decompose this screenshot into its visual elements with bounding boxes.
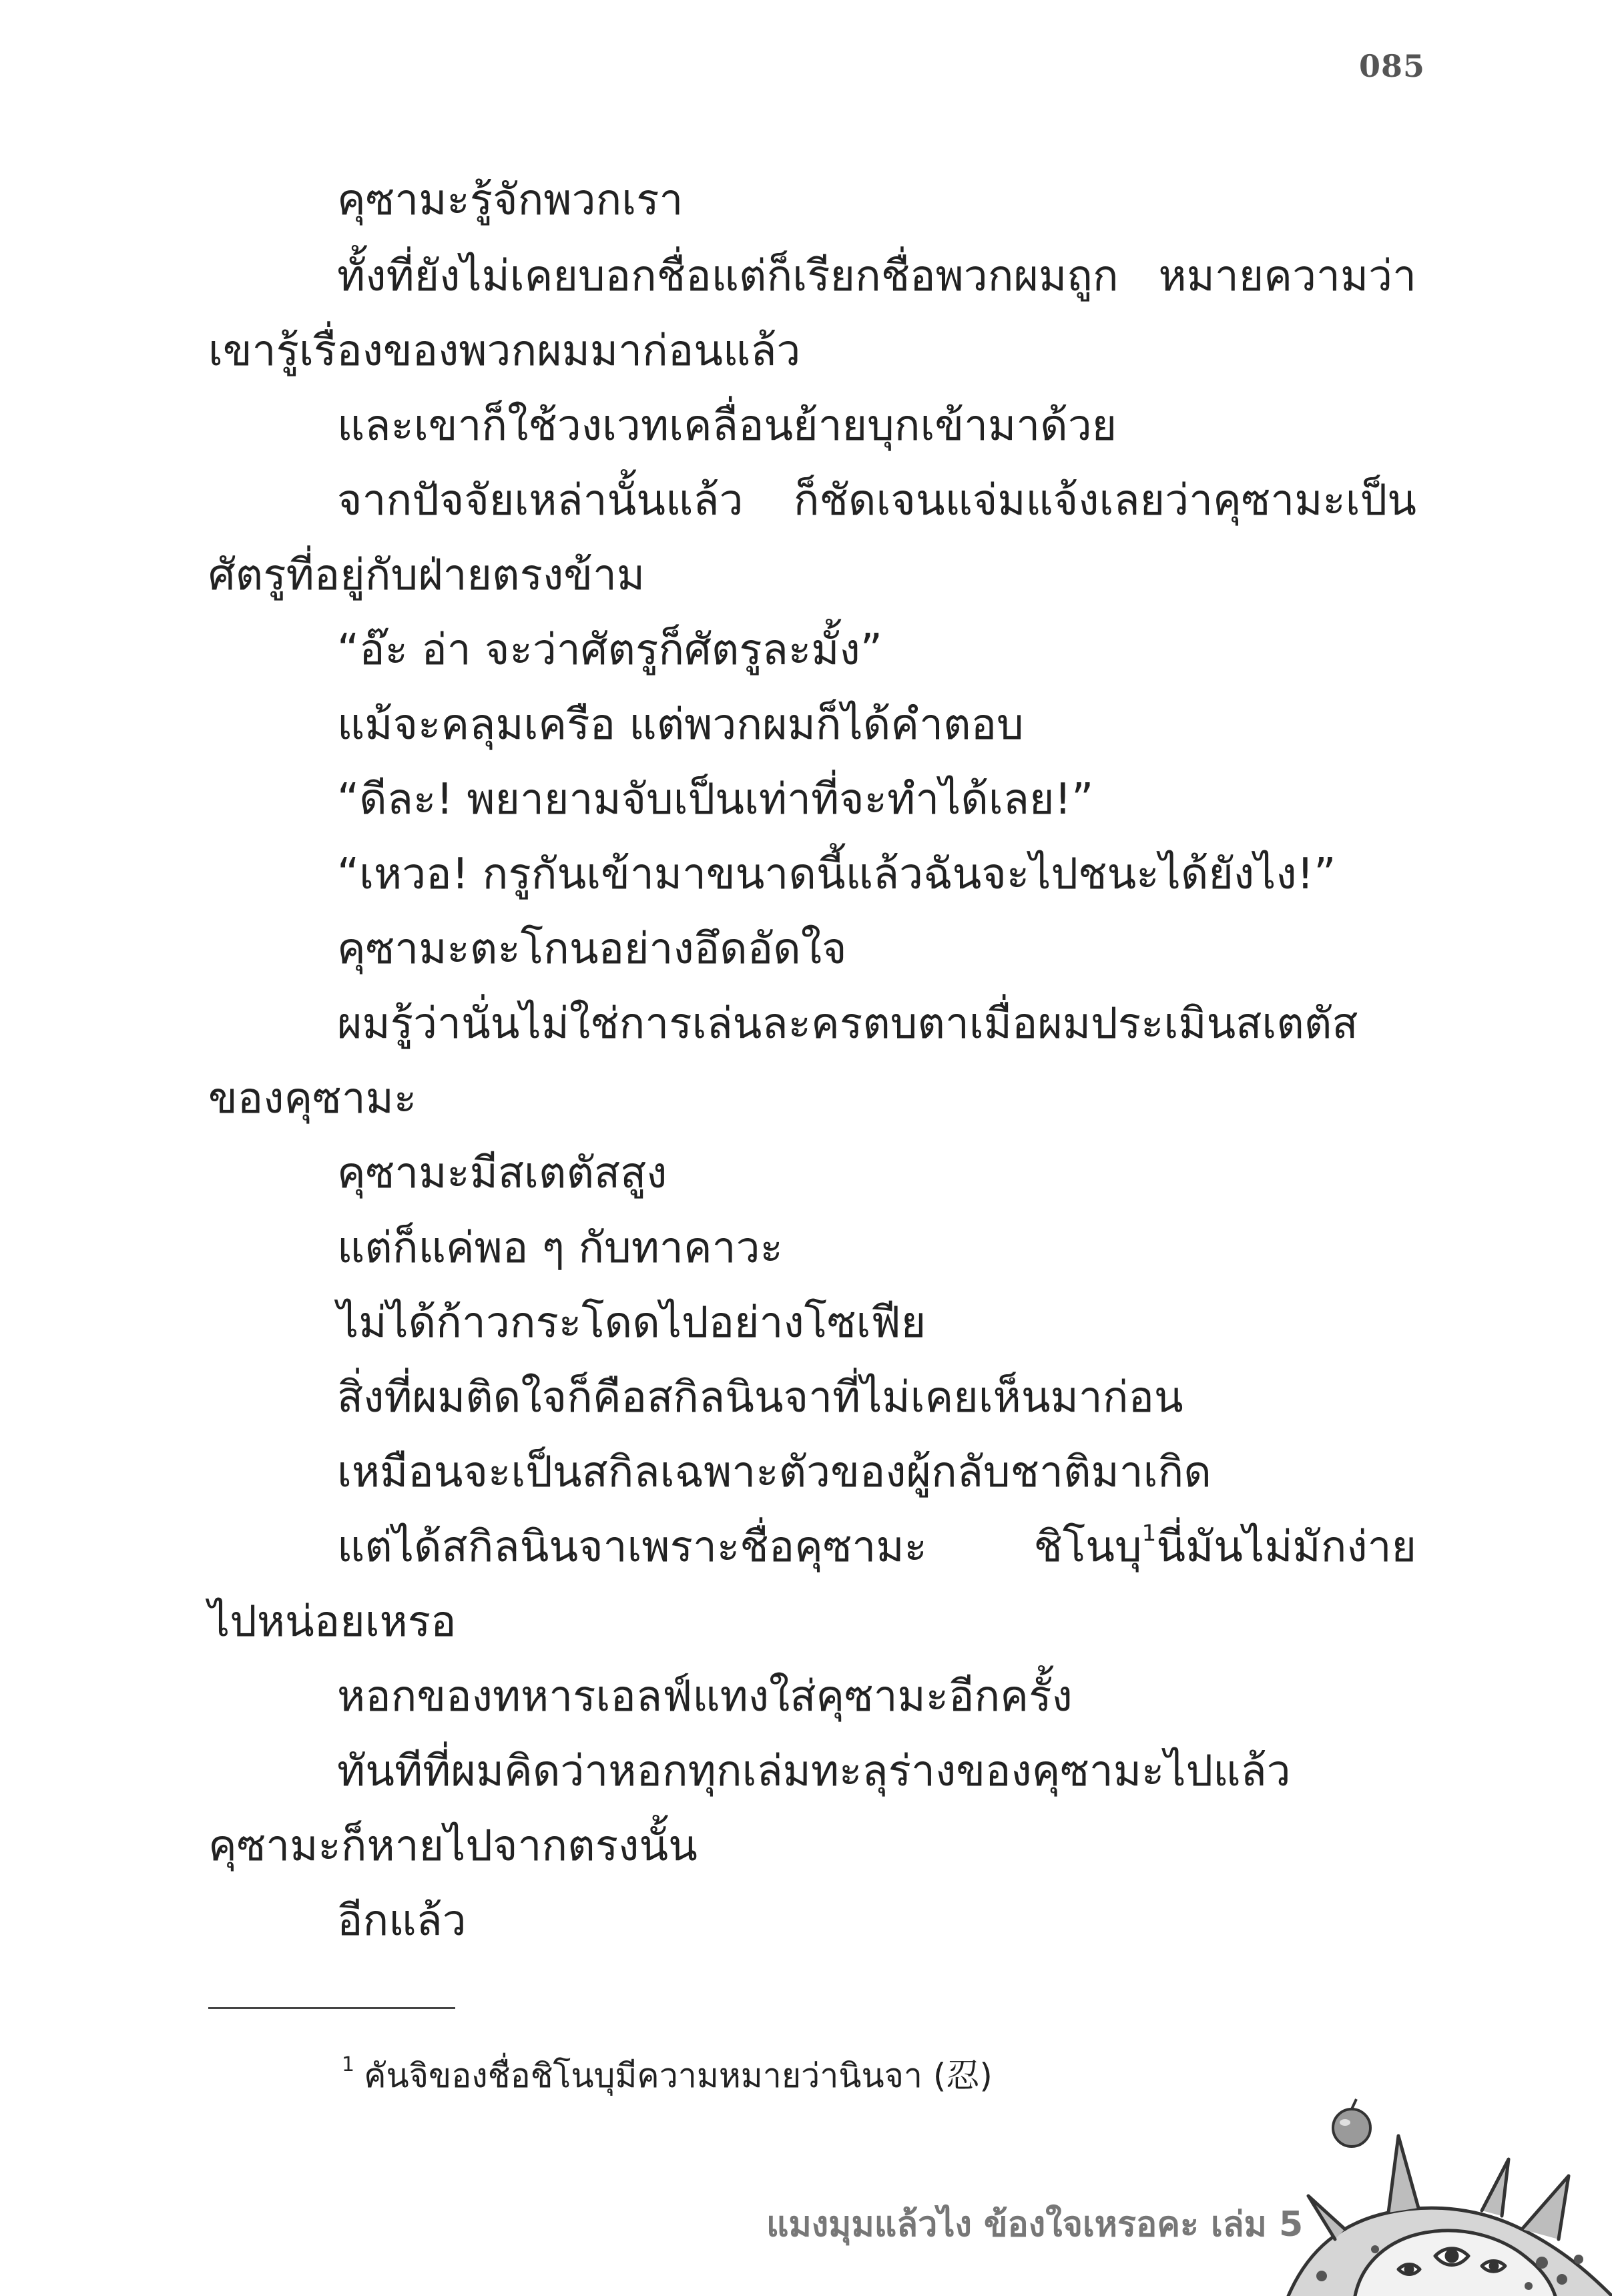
paragraph-line: ทั้งที่ยังไม่เคยบอกชื่อแต่ก็เรียกชื่อพวกผมถูก หมายความว่า	[337, 252, 1416, 301]
paragraph-line: ทันทีที่ผมคิดว่าหอกทุกเล่มทะลุร่างของคุซามะไปแล้ว	[337, 1747, 1291, 1796]
spider-mascot-illustration	[1282, 2096, 1612, 2296]
dialogue-line: “อ๊ะ อ่า จะว่าศัตรูก็ศัตรูละมั้ง”	[337, 625, 882, 675]
paragraph-line: ผมรู้ว่านั่นไม่ใช่การเล่นละครตบตาเมื่อผมประเมินสเตตัส	[337, 999, 1358, 1049]
dialogue-line: “ดีละ! พยายามจับเป็นเท่าที่จะทำได้เลย!”	[337, 775, 1094, 824]
paragraph-line	[337, 1520, 1416, 1572]
paragraph-line: ศัตรูที่อยู่กับฝ่ายตรงข้าม	[208, 551, 645, 600]
paragraph-line: เขารู้เรื่องของพวกผมมาก่อนแล้ว	[208, 326, 801, 376]
paragraph-line: ไปหน่อยเหรอ	[208, 1597, 457, 1647]
page-number: 085	[1359, 48, 1426, 84]
paragraph-line: แม้จะคลุมเครือ แต่พวกผมก็ได้คำตอบ	[337, 700, 1024, 750]
paragraph-line: คุซามะตะโกนอย่างอึดอัดใจ	[337, 924, 847, 974]
line-text: นี่มันไม่มักง่าย	[1156, 1522, 1416, 1572]
paragraph-line: คุซามะรู้จักพวกเรา	[337, 176, 684, 225]
paragraph-line: เหมือนจะเป็นสกิลเฉพาะตัวของผู้กลับชาติมาเกิด	[337, 1448, 1212, 1497]
paragraph-line: อีกแล้ว	[337, 1896, 467, 1946]
paragraph-line: คุซามะก็หายไปจากตรงนั้น	[208, 1821, 698, 1871]
dialogue-line: “เหวอ! กรูกันเข้ามาขนาดนี้แล้วฉันจะไปชนะได้ยังไง!”	[337, 850, 1336, 899]
paragraph-line: แต่ก็แค่พอ ๆ กับทาคาวะ	[337, 1223, 783, 1273]
line-text: แต่ได้สกิลนินจาเพราะชื่อคุซามะ ชิโนบุ	[337, 1522, 1142, 1572]
footnote-marker: 1	[342, 2053, 355, 2076]
paragraph-line: และเขาก็ใช้วงเวทเคลื่อนย้ายบุกเข้ามาด้วย	[337, 401, 1117, 451]
footnote-reference: 1	[1141, 1520, 1157, 1547]
paragraph-line: คุซามะมีสเตตัสสูง	[337, 1149, 667, 1198]
paragraph-line: ไม่ได้ก้าวกระโดดไปอย่างโซเฟีย	[337, 1298, 926, 1348]
running-title: แมงมุมแล้วไง ข้องใจเหรอคะ เล่ม 5	[766, 2205, 1304, 2245]
footnote-text: คันจิของชื่อชิโนบุมีความหมายว่านินจา (忍)	[364, 2056, 993, 2095]
footnote	[342, 2049, 993, 2102]
paragraph-line: จากปัจจัยเหล่านั้นแล้ว ก็ชัดเจนแจ่มแจ้งเลยว่าคุซามะเป็น	[337, 476, 1416, 525]
paragraph-line: หอกของทหารเอลฟ์แทงใส่คุซามะอีกครั้ง	[337, 1672, 1073, 1721]
paragraph-line: สิ่งที่ผมติดใจก็คือสกิลนินจาที่ไม่เคยเห็นมาก่อน	[337, 1373, 1183, 1422]
paragraph-line: ของคุซามะ	[208, 1074, 417, 1123]
footnote-divider	[208, 2007, 455, 2009]
